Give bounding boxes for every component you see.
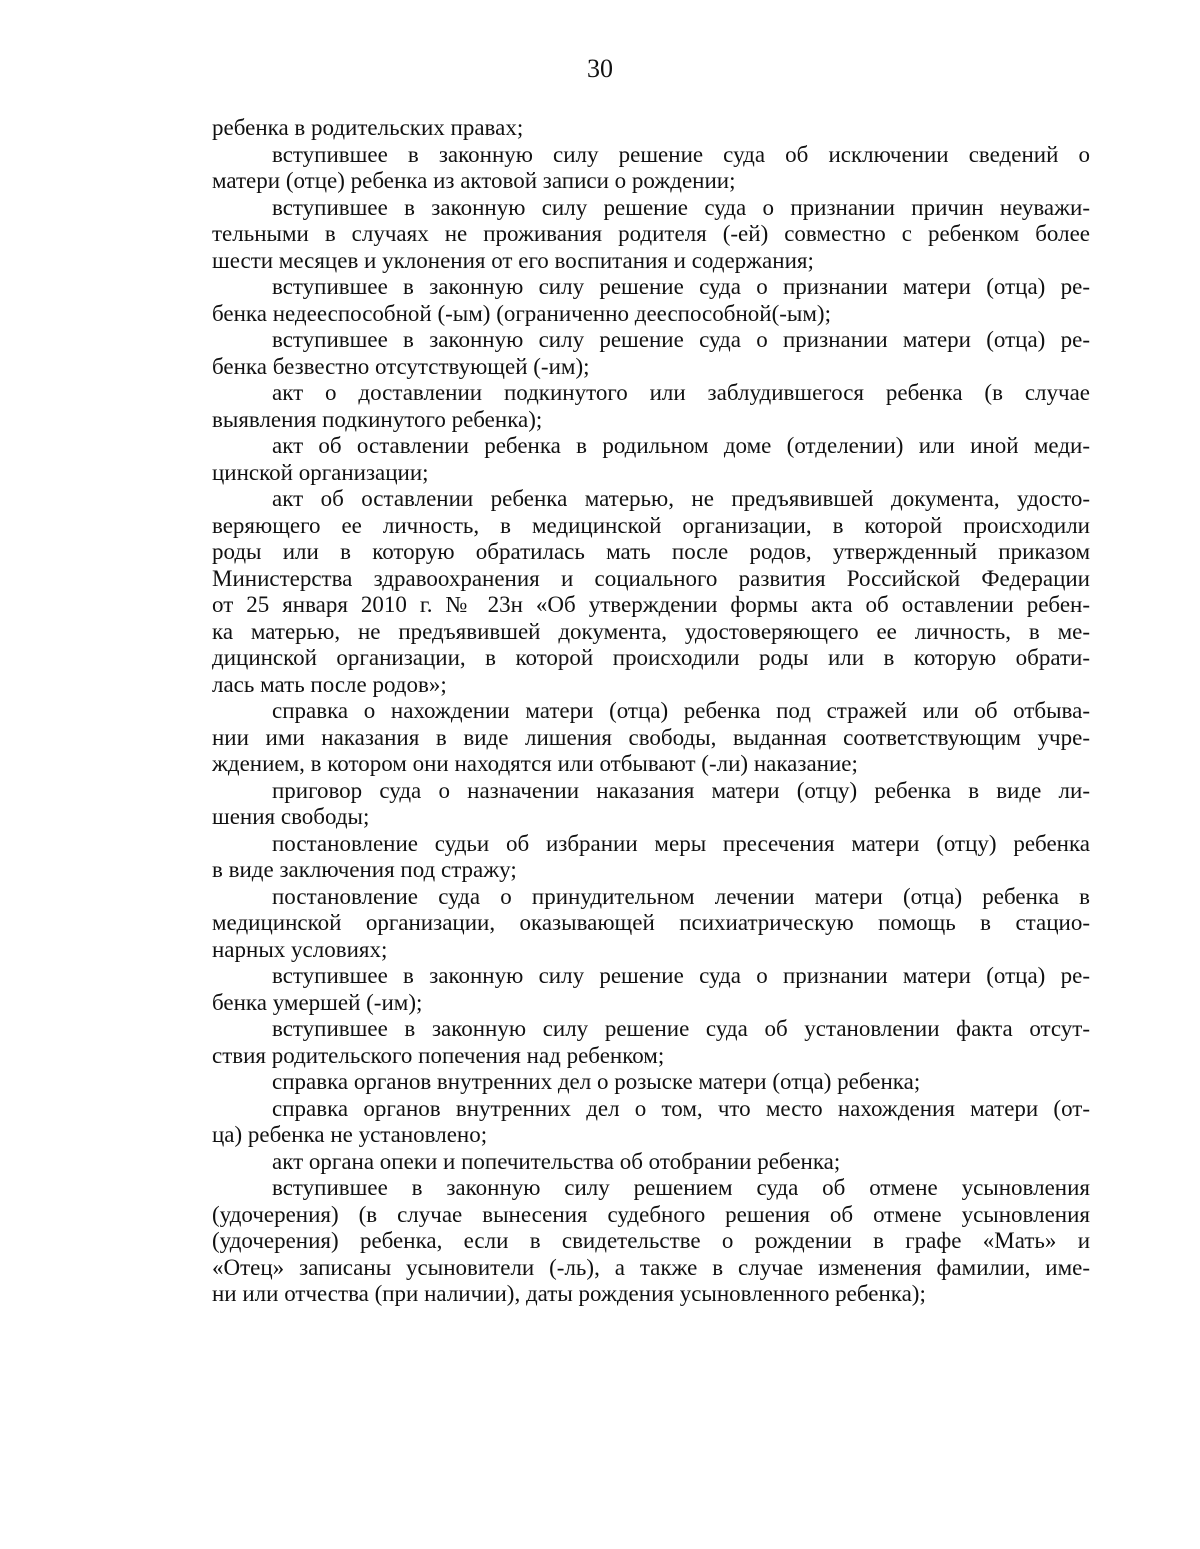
text-line: постановление судьи об избрании меры пресечения матери (отцу) ребенка bbox=[272, 830, 1090, 856]
text-line: веряющего ее личность, в медицинской организации, в которой происходили bbox=[212, 512, 1090, 538]
document-body bbox=[212, 115, 1090, 1308]
text-line: приговор суда о назначении наказания матери (отцу) ребенка в виде ли- bbox=[272, 777, 1090, 803]
paragraph bbox=[212, 1016, 1090, 1069]
text-line: ка матерью, не предъявившей документа, удостоверяющего ее личность, в ме- bbox=[212, 618, 1090, 644]
text-line: ца) ребенка не установлено; bbox=[212, 1122, 488, 1147]
text-line: лась мать после родов»; bbox=[212, 671, 447, 697]
text-line: нарных условиях; bbox=[212, 936, 388, 962]
text-line: справка о нахождении матери (отца) ребенка под стражей или об отбыва- bbox=[272, 698, 1090, 723]
paragraph bbox=[212, 1175, 1090, 1308]
text-line: акт органа опеки и попечительства об отобрании ребенка; bbox=[272, 1148, 841, 1174]
paragraph bbox=[212, 963, 1090, 1016]
text-line: ребенка в родительских правах; bbox=[212, 115, 524, 140]
text-line: акт о доставлении подкинутого или заблудившегося ребенка (в случае bbox=[272, 380, 1090, 405]
text-line: (удочерения) (в случае вынесения судебного решения об отмене усыновления bbox=[212, 1201, 1090, 1227]
paragraph bbox=[212, 778, 1090, 831]
paragraph bbox=[212, 831, 1090, 884]
text-line: нии ими наказания в виде лишения свободы, выданная соответствующим учре- bbox=[212, 724, 1090, 750]
text-line: справка органов внутренних дел о том, что место нахождения матери (от- bbox=[272, 1095, 1090, 1121]
text-line: шения свободы; bbox=[212, 804, 370, 829]
text-line: вступившее в законную силу решение суда об установлении факта отсут- bbox=[272, 1016, 1090, 1041]
paragraph bbox=[212, 142, 1090, 195]
text-line: справка органов внутренних дел о розыске матери (отца) ребенка; bbox=[272, 1069, 921, 1094]
text-line: бенка умершей (-им); bbox=[212, 989, 423, 1015]
text-line: акт об оставлении ребенка в родильном доме (отделении) или иной меди- bbox=[272, 433, 1090, 458]
text-line: (удочерения) ребенка, если в свидетельстве о рождении в графе «Мать» и bbox=[212, 1228, 1090, 1253]
paragraph bbox=[212, 1096, 1090, 1149]
text-line: постановление суда о принудительном лечении матери (отца) ребенка в bbox=[272, 883, 1090, 909]
paragraph bbox=[212, 884, 1090, 964]
text-line: акт об оставлении ребенка матерью, не предъявившей документа, удосто- bbox=[272, 486, 1090, 511]
paragraph bbox=[212, 195, 1090, 275]
text-line: шести месяцев и уклонения от его воспитания и содержания; bbox=[212, 247, 814, 273]
paragraph bbox=[212, 274, 1090, 327]
text-line: вступившее в законную силу решение суда о признании матери (отца) ре- bbox=[272, 274, 1090, 299]
paragraph bbox=[212, 433, 1090, 486]
text-line: роды или в которую обратилась мать после родов, утвержденный приказом bbox=[212, 539, 1090, 564]
paragraph bbox=[212, 327, 1090, 380]
text-line: вступившее в законную силу решение суда о признании матери (отца) ре- bbox=[272, 963, 1090, 988]
text-line: выявления подкинутого ребенка); bbox=[212, 406, 543, 432]
text-line: медицинской организации, оказывающей психиатрическую помощь в стацио- bbox=[212, 910, 1090, 935]
text-line: вступившее в законную силу решением суда об отмене усыновления bbox=[272, 1175, 1090, 1200]
paragraph bbox=[212, 698, 1090, 778]
text-line: в виде заключения под стражу; bbox=[212, 857, 517, 882]
paragraph bbox=[212, 1069, 1090, 1096]
paragraph bbox=[212, 486, 1090, 698]
paragraph bbox=[212, 115, 1090, 142]
text-line: от 25 января 2010 г. № 23н «Об утверждении формы акта об оставлении ребен- bbox=[212, 592, 1090, 617]
text-line: матери (отце) ребенка из актовой записи о рождении; bbox=[212, 168, 736, 193]
text-line: Министерства здравоохранения и социального развития Российской Федерации bbox=[212, 565, 1090, 591]
text-line: «Отец» записаны усыновители (-ль), а также в случае изменения фамилии, име- bbox=[212, 1254, 1090, 1280]
text-line: бенка безвестно отсутствующей (-им); bbox=[212, 353, 590, 379]
text-line: тельными в случаях не проживания родителя (-ей) совместно с ребенком более bbox=[212, 221, 1090, 246]
text-line: бенка недееспособной (-ым) (ограниченно дееспособной(-ым); bbox=[212, 300, 831, 326]
paragraph bbox=[212, 1149, 1090, 1176]
text-line: вступившее в законную силу решение суда о признании матери (отца) ре- bbox=[272, 327, 1090, 352]
text-line: ждением, в котором они находятся или отбывают (-ли) наказание; bbox=[212, 751, 858, 776]
page-number: 30 bbox=[587, 54, 613, 83]
text-line: цинской организации; bbox=[212, 459, 429, 485]
text-line: ствия родительского попечения над ребенком; bbox=[212, 1042, 665, 1068]
text-line: вступившее в законную силу решение суда о признании причин неуважи- bbox=[272, 194, 1090, 220]
text-line: дицинской организации, в которой происходили роды или в которую обрати- bbox=[212, 645, 1090, 670]
paragraph bbox=[212, 380, 1090, 433]
text-line: ни или отчества (при наличии), даты рождения усыновленного ребенка); bbox=[212, 1281, 926, 1306]
text-line: вступившее в законную силу решение суда об исключении сведений о bbox=[272, 141, 1090, 167]
